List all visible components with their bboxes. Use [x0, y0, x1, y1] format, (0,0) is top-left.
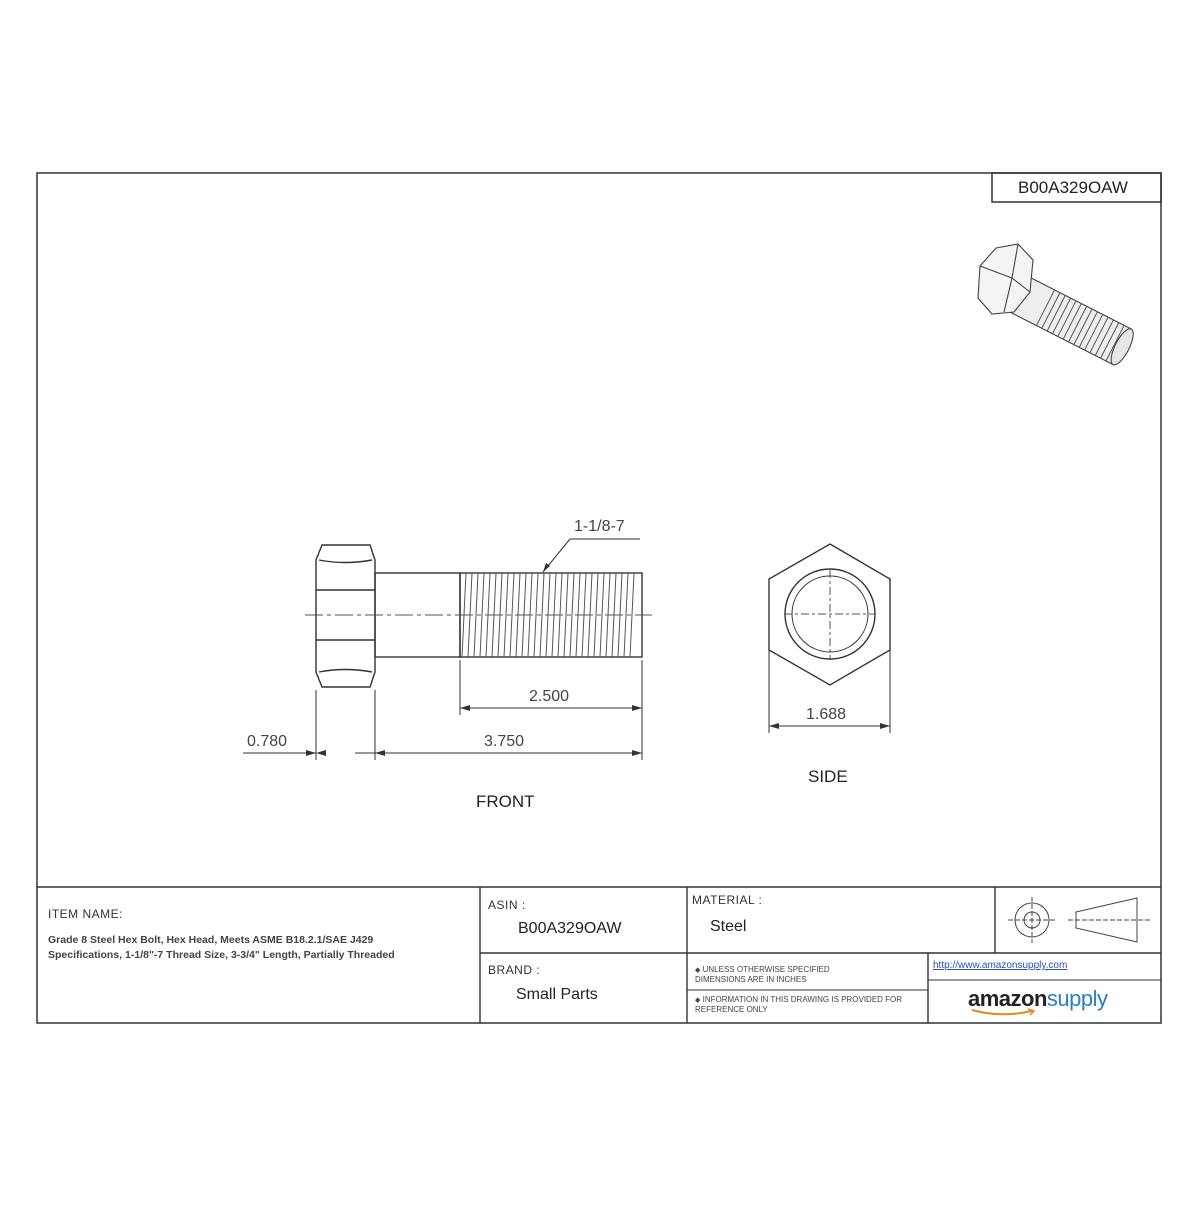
- note-reference: ◆ INFORMATION IN THIS DRAWING IS PROVIDED FOR REFERENCE ONLY: [695, 995, 903, 1014]
- logo-amazon: amazon: [968, 986, 1047, 1011]
- projection-symbol-icon: [1008, 897, 1150, 943]
- doc-id: B00A329OAW: [1018, 178, 1128, 197]
- dim-head-height-text: 0.780: [247, 733, 288, 750]
- dim-overall-length-text: 3.750: [484, 733, 525, 750]
- dim-thread-length-text: 2.500: [529, 688, 570, 705]
- dim-thread-callout: 1-1/8-7: [574, 518, 625, 535]
- bolt-head-outline: [316, 545, 375, 687]
- note-units: ◆ UNLESS OTHERWISE SPECIFIED DIMENSIONS ARE IN INCHES: [695, 965, 830, 984]
- brand-value: Small Parts: [516, 986, 598, 1003]
- website-link[interactable]: http://www.amazonsupply.com: [933, 960, 1068, 971]
- brand-label: BRAND :: [488, 963, 541, 977]
- item-name-line1: Grade 8 Steel Hex Bolt, Hex Head, Meets ASME B18.2.1/SAE J429: [48, 934, 374, 946]
- note-units-text: UNLESS OTHERWISE SPECIFIED DIMENSIONS ARE IN INCHES: [695, 965, 830, 984]
- front-view: [243, 539, 652, 760]
- logo-supply: supply: [1046, 986, 1108, 1011]
- item-name-line2: Specifications, 1-1/8"-7 Thread Size, 3-3/4" Length, Partially Threaded: [48, 949, 395, 961]
- asin-value: B00A329OAW: [518, 920, 622, 937]
- dim-across-flats-text: 1.688: [806, 706, 847, 723]
- note-reference-text: INFORMATION IN THIS DRAWING IS PROVIDED FOR REFERENCE ONLY: [695, 995, 903, 1014]
- material-value: Steel: [710, 918, 747, 935]
- dim-overall: [243, 690, 642, 760]
- side-view-label: SIDE: [808, 767, 848, 786]
- side-view: [769, 544, 890, 733]
- material-label: MATERIAL :: [692, 893, 763, 907]
- item-name-label: ITEM NAME:: [48, 907, 124, 921]
- logo-smile-icon: [970, 1008, 1040, 1018]
- isometric-bolt-view: [978, 244, 1137, 368]
- asin-label: ASIN :: [488, 898, 526, 912]
- front-view-label: FRONT: [476, 792, 535, 811]
